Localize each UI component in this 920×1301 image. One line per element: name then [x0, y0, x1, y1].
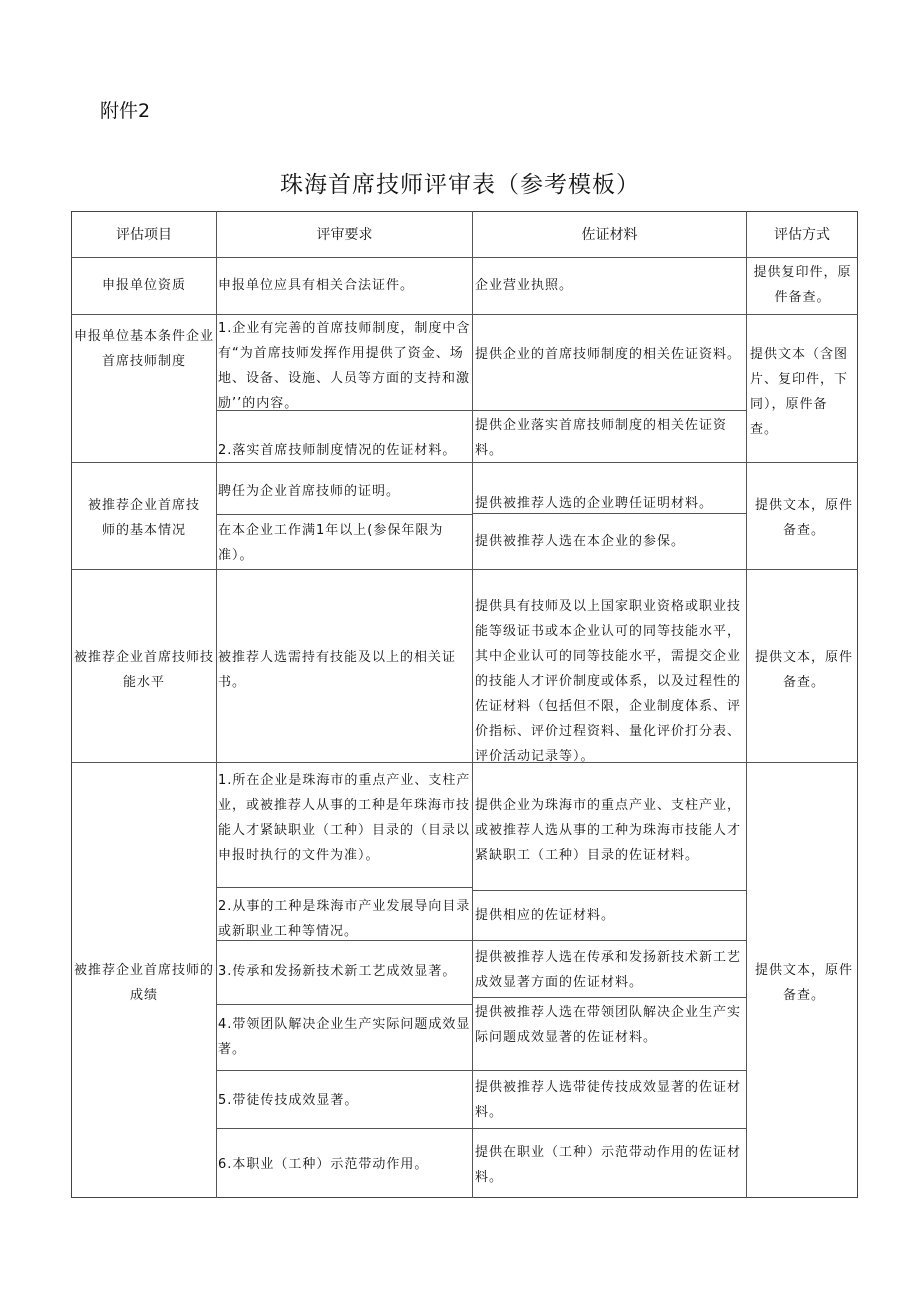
requirement-cell: 申报单位应具有相关合法证件。: [218, 278, 415, 293]
grid-line: [472, 940, 746, 941]
item-cell: 申报单位基本条件企业首席技师制度: [74, 329, 215, 369]
grid-line: [216, 1128, 472, 1129]
item-cell: 被推荐企业首席技师的基本情况: [87, 498, 200, 538]
material-cell: 企业营业执照。: [475, 278, 574, 293]
grid-line: [71, 257, 858, 258]
header-requirement: 评审要求: [316, 227, 373, 243]
grid-line: [472, 211, 473, 1198]
header-item: 评估项目: [116, 227, 172, 243]
requirement-cell: 4.带领团队解决企业生产实际问题成效显著。: [218, 1017, 471, 1057]
grid-line: [71, 569, 858, 570]
material-cell: 提供企业为珠海市的重点产业、支柱产业，或被推荐人选从事的工种为珠海市技能人才紧缺职工（工种）目录的佐证材料。: [475, 798, 742, 863]
material-cell: 提供相应的佐证材料。: [475, 908, 616, 923]
requirement-cell: 5.带徒传技成效显著。: [218, 1093, 359, 1108]
grid-line: [746, 211, 747, 1198]
method-cell: 提供文本，原件备查。: [755, 498, 854, 538]
requirement-cell: 6.本职业（工种）示范带动作用。: [218, 1157, 429, 1172]
grid-line: [216, 887, 472, 888]
requirement-cell: 聘任为企业首席技师的证明。: [218, 484, 401, 499]
material-cell: 提供企业落实首席技师制度的相关佐证资料。: [475, 418, 728, 458]
material-cell: 提供被推荐人选在带领团队解决企业生产实际问题成效显著的佐证材料。: [475, 1005, 742, 1045]
grid-line: [472, 410, 746, 411]
material-cell: 提供被推荐人选带徒传技成效显著的佐证材料。: [475, 1080, 742, 1120]
item-cell: 被推荐企业首席技师的成绩: [74, 963, 215, 1003]
grid-line: [71, 314, 858, 315]
grid-line: [472, 1070, 746, 1071]
material-cell: 提供被推荐人选在传承和发扬新技术新工艺成效显著方面的佐证材料。: [475, 950, 742, 990]
requirement-cell: 3.传承和发扬新技术新工艺成效显著。: [218, 964, 457, 979]
requirement-cell: 被推荐人选需持有技能及以上的相关证书。: [218, 650, 457, 690]
grid-line: [216, 514, 472, 515]
requirement-cell: 1.所在企业是珠海市的重点产业、支柱产业，或被推荐人从事的工种是年珠海市技能人才紧缺职业（工种）目录的（目录以申报时执行的文件为准）。: [218, 773, 471, 863]
grid-line: [472, 997, 746, 998]
material-cell: 提供被推荐人选的企业聘任证明材料。: [475, 496, 714, 511]
method-cell: 提供文本（含图片、复印件，下同），原件备查。: [750, 347, 849, 437]
requirement-cell: 1.企业有完善的首席技师制度，制度中含有“为首席技师发挥作用提供了资金、场地、设备、设施、人员等方面的支持和激励’’的内容。: [218, 321, 471, 411]
material-cell: 提供企业的首席技师制度的相关佐证资料。: [475, 347, 742, 362]
method-cell: 提供复印件，原件备查。: [753, 265, 852, 305]
header-method: 评估方式: [774, 227, 830, 243]
method-cell: 提供文本，原件备查。: [755, 963, 854, 1003]
item-cell: 被推荐企业首席技师技能水平: [74, 650, 215, 690]
requirement-cell: 在本企业工作满1年以上(参保年限为准）。: [218, 523, 444, 563]
header-material: 佐证材料: [581, 227, 638, 243]
method-cell: 提供文本，原件备查。: [755, 650, 854, 690]
material-cell: 提供具有技师及以上国家职业资格或职业技能等级证书或本企业认可的同等技能水平，其中企业认可的同等技能水平，需提交企业的技能人才评价制度或体系，以及过程性的佐证材料（包括但不限，企业制度体系、评价指标、评价过程资料、量化评价打分表、评价活动记录等）。: [475, 599, 742, 764]
document-title: 珠海首席技师评审表（参考模板）: [280, 172, 640, 198]
requirement-cell: 2.从事的工种是珠海市产业发展导向目录或新职业工种等情况。: [218, 899, 471, 939]
grid-line: [472, 890, 746, 891]
grid-line: [472, 1128, 746, 1129]
item-cell: 申报单位资质: [101, 278, 186, 293]
requirement-cell: 2.落实首席技师制度情况的佐证材料。: [218, 443, 457, 458]
grid-line: [216, 1004, 472, 1005]
grid-line: [216, 211, 217, 1198]
grid-line: [216, 1070, 472, 1071]
material-cell: 提供在职业（工种）示范带动作用的佐证材料。: [475, 1145, 742, 1185]
attachment-label: 附件2: [100, 100, 151, 122]
material-cell: 提供被推荐人选在本企业的参保。: [475, 534, 686, 549]
